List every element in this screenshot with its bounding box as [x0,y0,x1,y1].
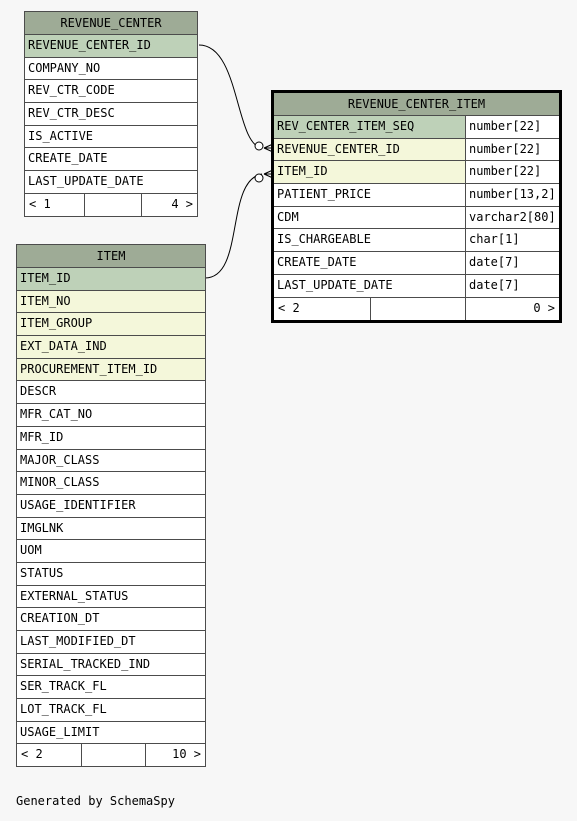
column-row[interactable] [17,450,205,473]
table-footer [17,744,205,766]
column-name: CREATION_DT [20,611,100,626]
table-revenue-center-item[interactable] [271,90,562,323]
column-name: EXT_DATA_IND [20,339,107,354]
column-name: IS_CHARGEABLE [277,232,371,247]
column-row[interactable] [25,126,197,149]
column-list [17,268,205,744]
column-name: PROCUREMENT_ITEM_ID [20,361,158,376]
parents-link[interactable]: < 1 [29,196,51,211]
column-name: CREATE_DATE [277,255,357,270]
column-row[interactable] [17,631,205,654]
column-type: char[1] [465,229,559,251]
column-row[interactable] [17,359,205,382]
column-row[interactable] [274,207,559,230]
column-row[interactable] [25,103,197,126]
column-row[interactable] [25,80,197,103]
column-name: IS_ACTIVE [28,128,94,143]
column-name: USAGE_LIMIT [20,724,100,739]
column-type: varchar2[80] [465,207,559,229]
column-name: MINOR_CLASS [20,475,100,490]
children-link[interactable]: 10 > [145,744,205,766]
column-name: USAGE_IDENTIFIER [20,497,136,512]
column-row[interactable] [274,184,559,207]
column-name: ITEM_ID [20,271,71,285]
column-name: DESCR [20,384,57,399]
column-type: number[22] [465,116,559,138]
column-row[interactable] [25,35,197,58]
column-row[interactable] [17,563,205,586]
column-name: ITEM_ID [277,164,328,179]
column-name: CREATE_DATE [28,151,108,166]
column-name: MFR_CAT_NO [20,407,93,422]
column-name: REV_CTR_DESC [28,106,115,121]
column-row[interactable] [274,139,559,162]
column-name: IMGLNK [20,520,64,535]
column-row[interactable] [274,275,559,298]
parents-link[interactable]: < 2 [278,300,300,315]
column-row[interactable] [17,381,205,404]
column-row[interactable] [25,148,197,171]
column-name: LAST_MODIFIED_DT [20,634,136,648]
column-row[interactable] [17,608,205,631]
column-row[interactable] [17,540,205,563]
column-type: date[7] [465,252,559,274]
table-title[interactable]: REVENUE_CENTER_ITEM [274,93,559,116]
column-name: REVENUE_CENTER_ID [277,141,400,156]
column-name: PATIENT_PRICE [277,187,371,202]
column-row[interactable] [17,495,205,518]
children-link[interactable]: 4 > [141,194,197,216]
column-name: SERIAL_TRACKED_IND [20,656,151,671]
column-row[interactable] [17,654,205,677]
column-row[interactable] [17,676,205,699]
column-name: REV_CTR_CODE [28,83,115,98]
table-footer [25,194,197,216]
column-name: SER_TRACK_FL [20,679,107,694]
column-row[interactable] [17,291,205,314]
footer-spacer [81,744,145,766]
column-row[interactable] [274,161,559,184]
column-name: STATUS [20,565,64,580]
column-row[interactable] [17,427,205,450]
relationship-item-to-revenue-center-item [205,174,262,278]
column-name: LAST_UPDATE_DATE [28,174,144,189]
column-row[interactable] [17,586,205,609]
column-type: number[13,2] [465,184,559,206]
table-revenue-center[interactable] [24,11,198,217]
column-name: LAST_UPDATE_DATE [277,277,393,292]
column-row[interactable] [17,472,205,495]
column-row[interactable] [17,336,205,359]
column-row[interactable] [17,722,205,745]
column-row[interactable] [17,518,205,541]
footer-spacer [84,194,141,216]
column-type: number[22] [465,161,559,183]
parents-link[interactable]: < 2 [21,747,43,762]
column-type: date[7] [465,275,559,297]
column-name: UOM [20,543,42,558]
column-row[interactable] [17,404,205,427]
column-row[interactable] [17,699,205,722]
column-name: MAJOR_CLASS [20,452,100,467]
table-footer [274,298,559,320]
column-row[interactable] [274,252,559,275]
column-name: MFR_ID [20,429,64,444]
column-row[interactable] [17,313,205,336]
column-name: COMPANY_NO [28,60,101,75]
column-name: REV_CENTER_ITEM_SEQ [277,119,415,133]
column-name: LOT_TRACK_FL [20,702,107,717]
children-link[interactable]: 0 > [465,298,559,320]
column-name: EXTERNAL_STATUS [20,588,129,603]
column-row[interactable] [274,229,559,252]
column-row[interactable] [274,116,559,139]
relationship-revenue-center-to-item [199,45,262,148]
column-row[interactable] [25,171,197,194]
optional-marker-icon [255,142,263,150]
generated-by-footnote: Generated by SchemaSpy [16,794,175,808]
table-item[interactable] [16,244,206,767]
column-name: ITEM_GROUP [20,316,93,331]
column-row[interactable] [25,58,197,81]
column-list [25,35,197,194]
column-name: REVENUE_CENTER_ID [28,38,151,52]
column-name: ITEM_NO [20,293,71,308]
column-list [274,116,559,298]
optional-marker-icon [255,174,263,182]
column-name: CDM [277,209,299,224]
column-row[interactable] [17,268,205,291]
table-title[interactable]: REVENUE_CENTER [25,12,197,35]
footer-spacer [370,298,465,320]
table-title[interactable]: ITEM [17,245,205,268]
column-type: number[22] [465,139,559,161]
